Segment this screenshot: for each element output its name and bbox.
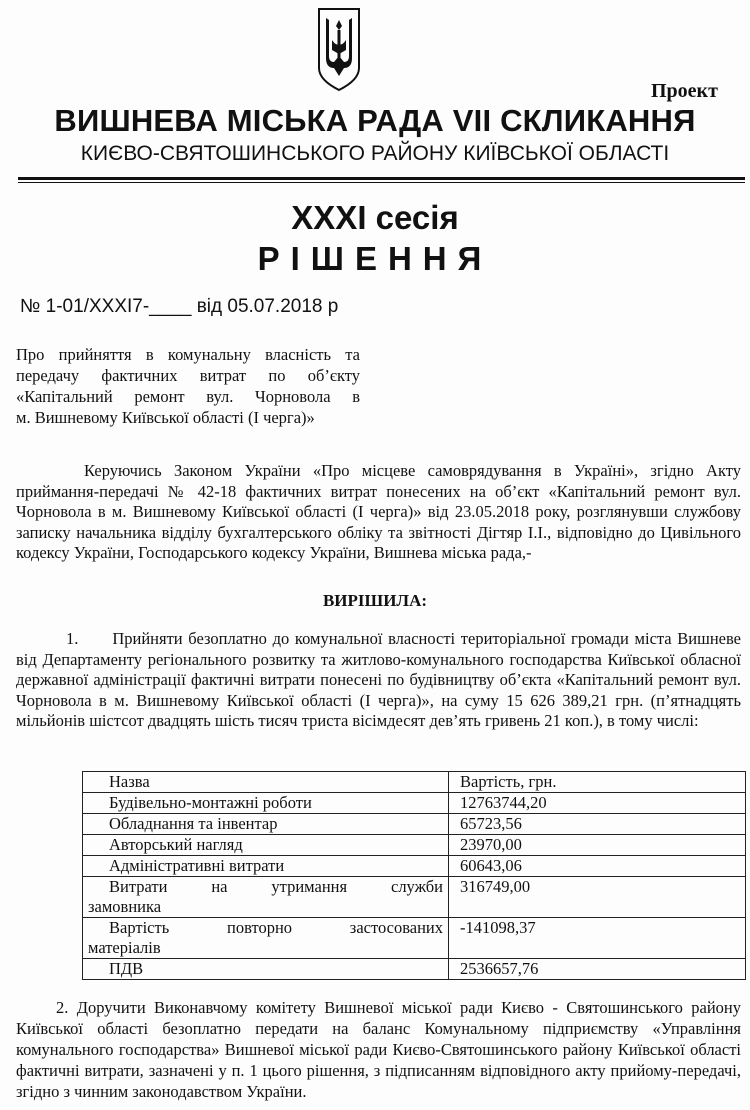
cost-item-name-line: замовника (88, 897, 162, 916)
cost-item-name-line: Вартість повторно застосованих (109, 918, 443, 937)
table-header-value: Вартість, грн. (449, 772, 746, 793)
cost-item-name-line: Витрати на утримання служби (109, 877, 443, 896)
table-row (83, 835, 746, 856)
cost-item-value: 60643,06 (449, 856, 746, 877)
subject-line: Про прийняття в комунальну власність та (16, 345, 360, 364)
decision-subject (16, 344, 360, 428)
item-1-paragraph: 1. Прийняти безоплатно до комунальної власності територіальної громади міста Вишневе від Департаменту регіонального розвитку та житлово-комунального господарства Київської обласної державної адміністрації фактичні витрати понесені по будівництву об’єкта «Капітальний ремонт вул. Чорновола в м. Вишневому Київської області (І черга)», на суму 15 626 389,21 грн. (п’ятнадцять мільйонів шістсот двадцять шість тисяч триста вісімдесят дев’ять гривень 21 коп.), в тому числі: (16, 629, 746, 730)
table-row (83, 959, 746, 980)
district-title: КИЄВО-СВЯТОШИНСЬКОГО РАЙОНУ КИЇВСЬКОЇ ОБЛАСТІ (80, 142, 670, 165)
table-header-row (83, 772, 746, 793)
cost-item-name: Авторський нагляд (83, 835, 449, 856)
table-row (83, 814, 746, 835)
preamble-paragraph: Керуючись Законом України «Про місцеве самоврядування в Україні», згідно Акту приймання-передачі № 42-18 фактичних витрат понесених на об’єкт «Капітальний ремонт вул. Чорновола в м. Вишневому Київської області (І черга)» від 23.05.2018 року, розглянувши службову записку начальника відділу бухгалтерського обліку та звітності Дігтяр І.І., відповідно до Цивільного кодексу України, Господарського кодексу України, Вишнева міська рада,- (16, 461, 741, 562)
cost-item-value: 12763744,20 (449, 793, 746, 814)
subject-line: передачу фактичних витрат по об’єкту (16, 366, 360, 385)
table-header-name: Назва (83, 772, 449, 793)
table-row (83, 918, 746, 959)
subject-line: м. Вишневому Київської області (І черга)» (16, 408, 315, 427)
council-title: ВИШНЕВА МІСЬКА РАДА VII СКЛИКАННЯ (54, 103, 696, 138)
decision-number: № 1-01/XXXI7-____ від 05.07.2018 р (20, 296, 339, 317)
cost-item-name: Будівельно-монтажні роботи (83, 793, 449, 814)
subject-line: «Капітальний ремонт вул. Чорновола в (16, 387, 360, 406)
decision-title: РІШЕННЯ (257, 240, 493, 277)
cost-item-value: 23970,00 (449, 835, 746, 856)
cost-item-name (83, 877, 449, 918)
project-label: Проект (651, 80, 718, 102)
session-title: XXXI сесія (291, 199, 459, 236)
cost-item-name (83, 918, 449, 959)
cost-item-name: ПДВ (83, 959, 449, 980)
item-2-paragraph: 2. Доручити Виконавчому комітету Вишневої міської ради Києво - Святошинського району Київської області безоплатно передати на баланс Комунальному підприємству «Управління комунального господарства» Вишневої міської ради Києво-Святошинського району Київської області фактичні витрати, зазначені у п. 1 цього рішення, з підписанням відповідного акту прийому-передачі, згідно з чинним законодавством України. (16, 998, 741, 1101)
header-divider-thick (18, 177, 745, 180)
table-row (83, 856, 746, 877)
header-divider-thin (18, 182, 745, 183)
cost-item-value: 316749,00 (449, 877, 746, 918)
trident-emblem-icon (316, 6, 362, 92)
cost-table (82, 771, 746, 980)
cost-item-name: Обладнання та інвентар (83, 814, 449, 835)
table-row (83, 793, 746, 814)
resolved-heading: ВИРІШИЛА: (322, 591, 428, 610)
cost-item-name: Адміністративні витрати (83, 856, 449, 877)
table-row (83, 877, 746, 918)
cost-item-value: 65723,56 (449, 814, 746, 835)
cost-item-name-line: матеріалів (88, 938, 161, 957)
cost-item-value: -141098,37 (449, 918, 746, 959)
cost-item-value: 2536657,76 (449, 959, 746, 980)
